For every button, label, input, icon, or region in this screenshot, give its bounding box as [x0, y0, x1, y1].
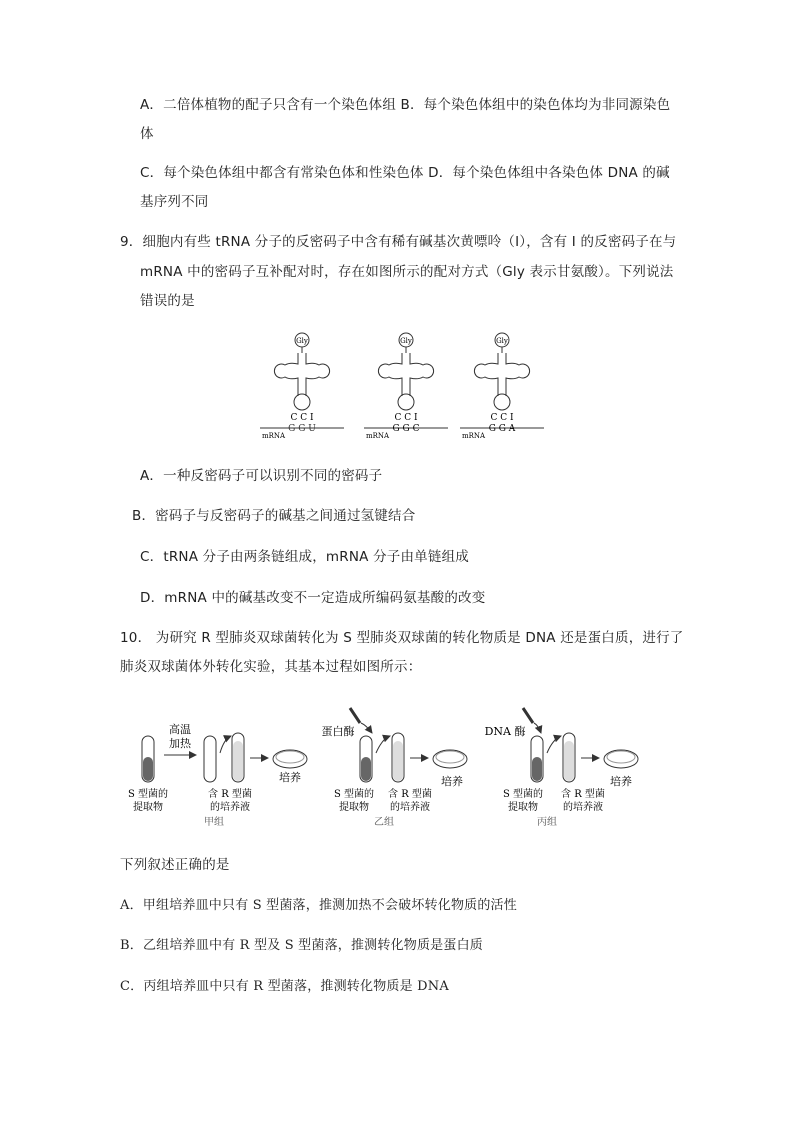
yi-extract: S 型菌的 — [333, 789, 375, 800]
yi-culture: 培养 — [441, 775, 463, 788]
trna-3-amino-acid: Gly — [496, 337, 508, 345]
trna-structure-1 — [260, 333, 344, 440]
q8-options-cd-line1: C．每个染色体组中都含有常染色体和性染色体 D．每个染色体组中各染色体 DNA 的碱 — [140, 165, 670, 181]
trna-3-anticodon: C C I — [490, 413, 514, 423]
trna-3-codon: G G A — [488, 424, 516, 434]
bing-culture: 培养 — [610, 775, 632, 788]
trna-2-mrna-label: mRNA — [366, 432, 390, 440]
q9-option-a: A．一种反密码子可以识别不同的密码子 — [140, 468, 383, 484]
group-yi — [322, 708, 468, 828]
jia-treatment-2: 加热 — [169, 737, 191, 750]
q8-options-cd-line2: 基序列不同 — [140, 194, 209, 210]
trna-1-mrna-label: mRNA — [262, 432, 286, 440]
q9-stem-line1: 9．细胞内有些 tRNA 分子的反密码子中含有稀有碱基次黄嘌呤（I），含有 I 的反密码子在与 — [120, 234, 677, 250]
trna-1-codon: G G U — [288, 424, 316, 434]
q8-options-ab-line1: A．二倍体植物的配子只含有一个染色体组 B．每个染色体组中的染色体均为非同源染色 — [140, 97, 671, 113]
trna-structure-2 — [364, 333, 448, 440]
trna-1-amino-acid: Gly — [296, 337, 308, 345]
jia-culture: 培养 — [279, 771, 301, 784]
yi-medium: 含 R 型菌 — [388, 789, 432, 800]
jia-treatment: 高温 — [169, 723, 191, 736]
bing-treatment: DNA 酶 — [484, 725, 526, 738]
yi-medium-2: 的培养液 — [390, 802, 430, 813]
q10-option-a: A．甲组培养皿中只有 S 型菌落，推测加热不会破坏转化物质的活性 — [120, 898, 517, 913]
q9-option-b: B．密码子与反密码子的碱基之间通过氢键结合 — [132, 508, 416, 524]
q9-option-c: C．tRNA 分子由两条链组成，mRNA 分子由单链组成 — [140, 549, 469, 565]
q10-stem-line1: 10． 为研究 R 型肺炎双球菌转化为 S 型肺炎双球菌的转化物质是 DNA 还是蛋白质，进行了 — [120, 630, 684, 646]
yi-treatment: 蛋白酶 — [321, 725, 355, 738]
trna-2-amino-acid: Gly — [400, 337, 412, 345]
q9-option-d: D．mRNA 中的碱基改变不一定造成所编码氨基酸的改变 — [140, 590, 486, 606]
group-jia — [128, 722, 307, 828]
transformation-experiment-figure — [120, 703, 650, 828]
bing-extract-2: 提取物 — [508, 802, 538, 813]
jia-medium: 含 R 型菌 — [208, 789, 252, 800]
q8-options-ab-line2: 体 — [140, 126, 154, 142]
group-bing — [485, 708, 638, 828]
bing-medium-2: 的培养液 — [563, 802, 603, 813]
trna-2-anticodon: C C I — [394, 413, 418, 423]
q10-option-c: C．丙组培养皿中只有 R 型菌落，推测转化物质是 DNA — [120, 979, 449, 994]
trna-3-mrna-label: mRNA — [462, 432, 486, 440]
trna-pairing-figure — [260, 328, 560, 443]
q10-lead: 下列叙述正确的是 — [120, 857, 230, 873]
bing-group-name: 丙组 — [537, 817, 557, 828]
yi-group-name: 乙组 — [374, 817, 394, 828]
yi-extract-2: 提取物 — [339, 802, 369, 813]
q10-stem-line2: 肺炎双球菌体外转化实验，其基本过程如图所示： — [120, 659, 422, 675]
bing-medium: 含 R 型菌 — [561, 789, 605, 800]
jia-extract: S 型菌的 — [127, 789, 169, 800]
q10-option-b: B．乙组培养皿中有 R 型及 S 型菌落，推测转化物质是蛋白质 — [120, 938, 483, 953]
trna-2-codon: G G C — [392, 424, 420, 434]
trna-1-anticodon: C C I — [290, 413, 314, 423]
jia-extract-2: 提取物 — [133, 802, 163, 813]
jia-group-name: 甲组 — [204, 817, 224, 828]
trna-structure-3 — [460, 333, 544, 440]
bing-extract: S 型菌的 — [502, 789, 544, 800]
q9-stem-line3: 错误的是 — [140, 293, 195, 309]
q9-stem-line2: mRNA 中的密码子互补配对时，存在如图所示的配对方式（Gly 表示甘氨酸）。下列说法 — [140, 264, 674, 280]
jia-medium-2: 的培养液 — [210, 802, 250, 813]
